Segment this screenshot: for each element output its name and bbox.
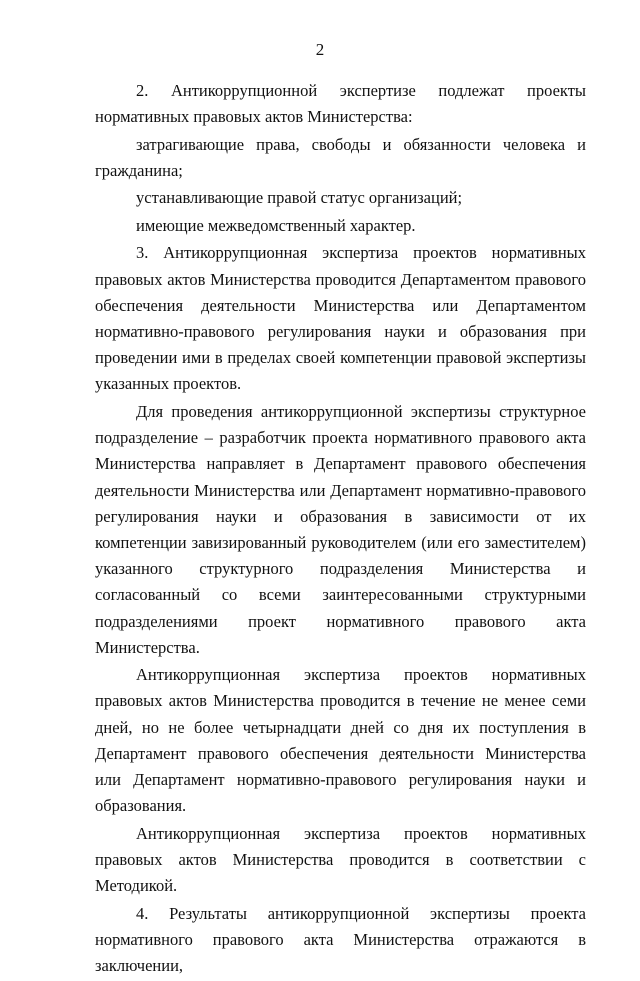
paragraph-subitem-interagency: имеющие межведомственный характер. bbox=[136, 215, 416, 235]
paragraph-subitem-rights: затрагивающие права, свободы и обязанности человека и гражданина; bbox=[95, 134, 586, 180]
document-body bbox=[95, 78, 586, 981]
paragraph-item-3: 3. Антикоррупционная экспертиза проектов нормативных правовых актов Министерства проводится Департаментом правового обеспечения деятельности Министерства или Департаментом нормативно-правового регулирования науки и образования при проведении ими в пределах своей компетенции правовой экспертизы указанных проектов. bbox=[95, 243, 586, 394]
paragraph-item-4: 4. Результаты антикоррупционной экспертизы проекта нормативного правового акта Министерства отражаются в заключении, bbox=[95, 903, 586, 976]
paragraph-procedure: Для проведения антикоррупционной экспертизы структурное подразделение – разработчик проекта нормативного правового акта Министерства направляет в Департамент правового обеспечения деятельности Министерства или Департамент нормативно-правового регулирования науки и образования в зависимости от их компетенции завизированный руководителем (или его заместителем) указанного структурного подразделения Министерства и согласованный со всеми заинтересованными структурными подразделениями проект нормативного правового акта Министерства. bbox=[95, 401, 586, 657]
paragraph-item-2: 2. Антикоррупционной экспертизе подлежат проекты нормативных правовых актов Министерства: bbox=[95, 81, 586, 127]
paragraph-methodology: Антикоррупционная экспертиза проектов нормативных правовых актов Министерства проводится в соответствии с Методикой. bbox=[95, 823, 586, 896]
paragraph-deadline: Антикоррупционная экспертиза проектов нормативных правовых актов Министерства проводится в течение не менее семи дней, но не более четырнадцати дней со дня их поступления в Департамент правового обеспечения деятельности Министерства или Департамент нормативно-правового регулирования науки и образования. bbox=[95, 665, 586, 816]
page-number: 2 bbox=[315, 40, 325, 59]
paragraph-subitem-status: устанавливающие правой статус организаций; bbox=[136, 188, 463, 208]
